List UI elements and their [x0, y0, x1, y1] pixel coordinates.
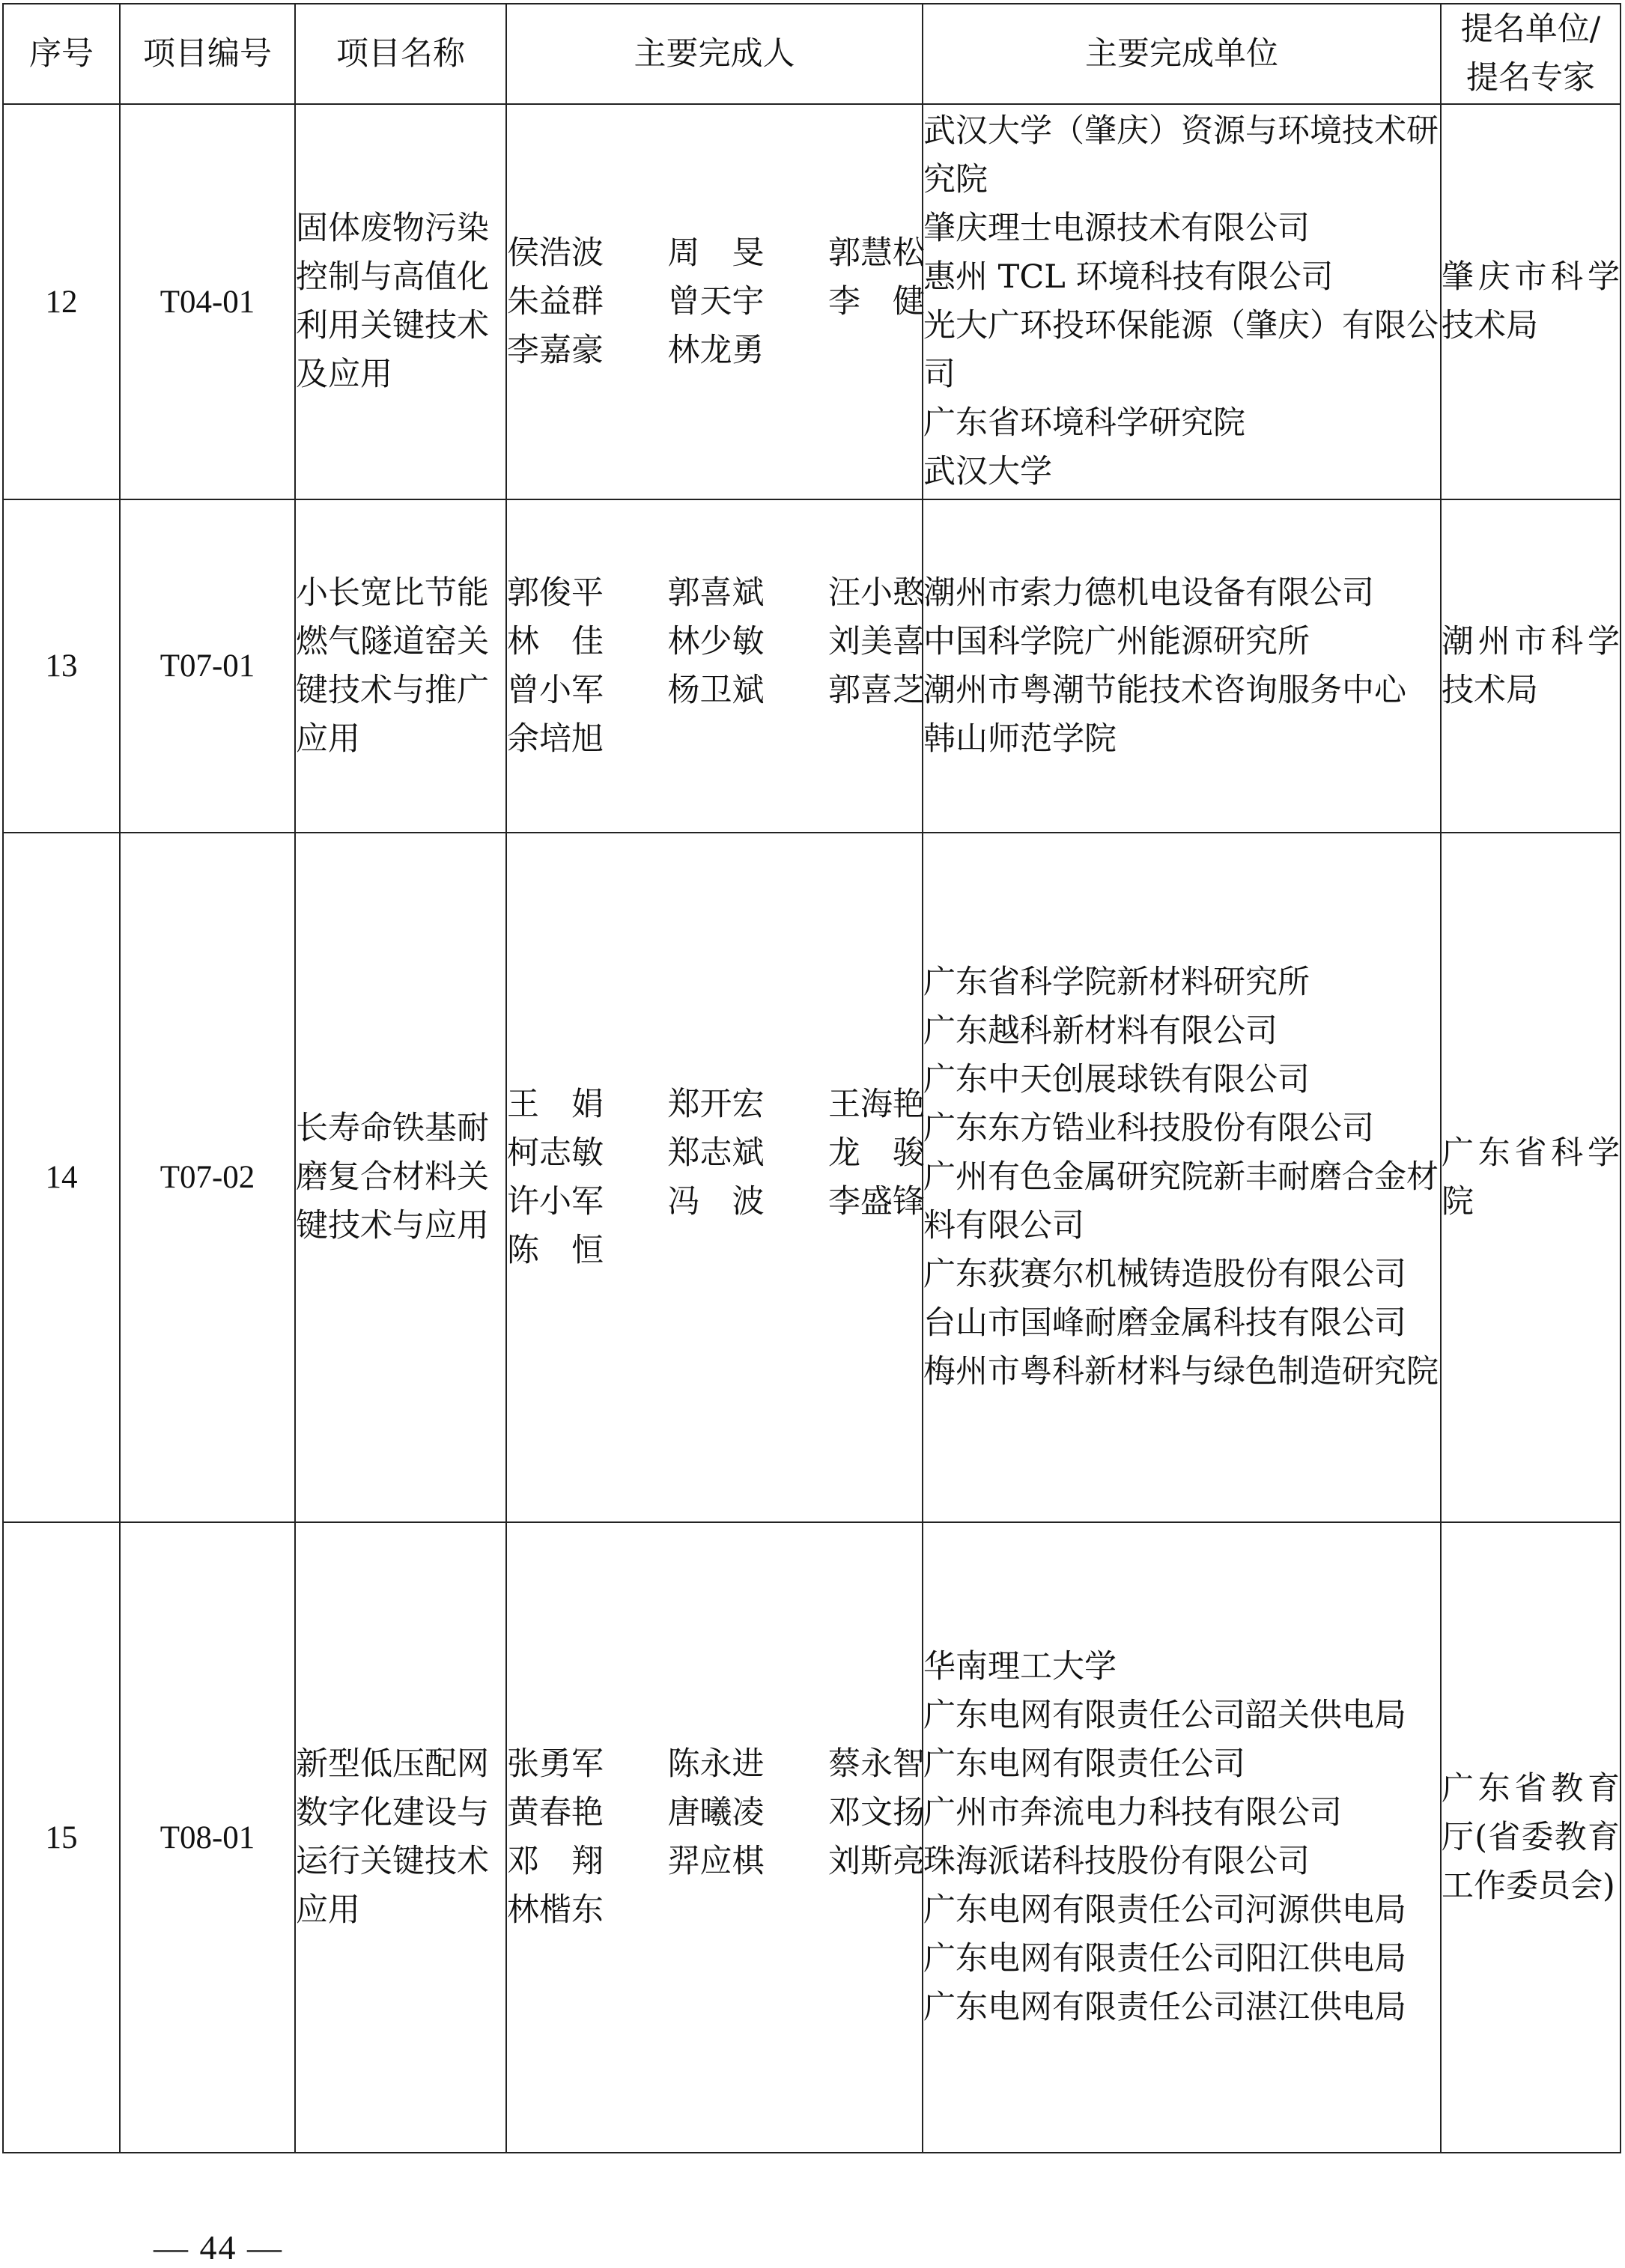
- person-name: 余培旭: [507, 720, 604, 758]
- people-line: [507, 1789, 925, 1837]
- person-name: [828, 1226, 922, 1275]
- row-nominator: 潮州市科学技术局: [1441, 499, 1621, 833]
- header-nominator-line2: 提名专家: [1466, 59, 1595, 97]
- person-name: 林 佳: [507, 622, 604, 660]
- people-line: [507, 1886, 922, 1935]
- person-name: 刘斯亮: [828, 1843, 925, 1880]
- people-line: [507, 715, 922, 764]
- person-name: 朱益群: [507, 282, 604, 320]
- person-name: 王 娟: [507, 1085, 604, 1123]
- unit-name: 广东电网有限责任公司: [923, 1745, 1245, 1783]
- unit-name: 肇庆理士电源技术有限公司: [923, 210, 1310, 247]
- person-name: 刘美喜: [828, 622, 925, 660]
- unit-name: 惠州 TCL 环境科技有限公司: [923, 258, 1334, 296]
- person-name: [828, 326, 922, 375]
- row-nominator: 广东省教育厅(省委教育工作委员会): [1441, 1522, 1621, 2153]
- person-name: 李盛锋: [828, 1182, 925, 1220]
- person-name: [668, 1226, 762, 1275]
- unit-name: 华南理工大学: [923, 1648, 1117, 1685]
- person-name: 羿应棋: [667, 1843, 765, 1880]
- row-index: 13: [3, 499, 120, 833]
- person-name: 李 健: [828, 282, 925, 320]
- person-name: 邓文扬: [828, 1794, 925, 1831]
- unit-name: 武汉大学（肇庆）资源与环境技术研究院: [923, 112, 1439, 198]
- unit-name: 广东省环境科学研究院: [923, 404, 1245, 442]
- header-nominator-line1: 提名单位/: [1460, 10, 1601, 48]
- person-name: 张勇军: [507, 1745, 604, 1783]
- row-people: [506, 499, 923, 833]
- people-line: [507, 666, 925, 715]
- unit-name: 潮州市粤潮节能技术咨询服务中心: [923, 671, 1406, 709]
- row-index: 12: [3, 104, 120, 499]
- people-line: [507, 569, 925, 618]
- people-line: [507, 1740, 925, 1789]
- row-units: [923, 499, 1441, 833]
- person-name: 郭喜芝: [828, 671, 925, 709]
- person-name: 林楷东: [507, 1891, 604, 1929]
- person-name: 黄春艳: [507, 1794, 604, 1831]
- unit-name: 武汉大学: [923, 453, 1052, 490]
- unit-name: 潮州市索力德机电设备有限公司: [923, 574, 1374, 612]
- person-name: 林龙勇: [667, 331, 765, 369]
- unit-name: 广东电网有限责任公司湛江供电局: [923, 1989, 1406, 2026]
- project-name-text: 小长宽比节能燃气隧道窑关键技术与推广应用: [296, 574, 489, 758]
- table-row: [3, 1522, 1621, 2153]
- people-line: [507, 278, 925, 326]
- people-line: [507, 1226, 922, 1275]
- people-line: [507, 1837, 925, 1886]
- person-name: 曾天宇: [667, 282, 765, 320]
- person-name: 柯志敏: [507, 1134, 604, 1172]
- row-code: T04-01: [120, 104, 295, 499]
- unit-name: 广东东方锆业科技股份有限公司: [923, 1110, 1374, 1147]
- row-units: [923, 104, 1441, 499]
- project-name-text: 新型低压配网数字化建设与运行关键技术应用: [296, 1745, 489, 1929]
- row-code: T07-02: [120, 833, 295, 1522]
- person-name: 曾小军: [507, 671, 604, 709]
- header-code: 项目编号: [120, 4, 295, 104]
- row-code: T07-01: [120, 499, 295, 833]
- table-header-row: [3, 4, 1621, 104]
- people-line: [507, 1178, 925, 1226]
- row-units: [923, 833, 1441, 1522]
- row-project-name: [295, 499, 506, 833]
- row-people: [506, 1522, 923, 2153]
- person-name: 陈 恒: [507, 1231, 604, 1269]
- person-name: 李嘉豪: [507, 331, 604, 369]
- row-people: [506, 833, 923, 1522]
- unit-name: 广东电网有限责任公司河源供电局: [923, 1891, 1406, 1929]
- table-row: [3, 833, 1621, 1522]
- unit-name: 广州有色金属研究院新丰耐磨合金材料有限公司: [923, 1158, 1439, 1244]
- person-name: 郭俊平: [507, 574, 604, 612]
- person-name: 王海艳: [828, 1085, 925, 1123]
- person-name: 杨卫斌: [667, 671, 765, 709]
- unit-name: 光大广环投环保能源（肇庆）有限公司: [923, 307, 1439, 393]
- unit-name: 中国科学院广州能源研究所: [923, 622, 1310, 660]
- unit-name: 广东中天创展球铁有限公司: [923, 1061, 1310, 1098]
- table-row: [3, 104, 1621, 499]
- person-name: 陈永进: [667, 1745, 765, 1783]
- page-number: — 44 —: [154, 2228, 283, 2267]
- row-code: T08-01: [120, 1522, 295, 2153]
- person-name: 郭慧松: [828, 234, 925, 272]
- person-name: 郑志斌: [667, 1134, 765, 1172]
- row-index: 15: [3, 1522, 120, 2153]
- unit-name: 广东荻赛尔机械铸造股份有限公司: [923, 1256, 1406, 1293]
- person-name: 许小军: [507, 1182, 604, 1220]
- table-row: [3, 499, 1621, 833]
- people-line: [507, 1080, 925, 1129]
- person-name: 周 旻: [667, 234, 765, 272]
- project-name-text: 固体废物污染控制与高值化利用关键技术及应用: [296, 210, 489, 393]
- header-units: 主要完成单位: [923, 4, 1441, 104]
- unit-name: 广东电网有限责任公司韶关供电局: [923, 1697, 1406, 1734]
- person-name: 汪小憨: [828, 574, 925, 612]
- person-name: 郭喜斌: [667, 574, 765, 612]
- person-name: 唐曦凌: [667, 1794, 765, 1831]
- header-nominator: [1441, 4, 1621, 104]
- unit-name: 珠海派诺科技股份有限公司: [923, 1843, 1310, 1880]
- unit-name: 台山市国峰耐磨金属科技有限公司: [923, 1304, 1406, 1342]
- person-name: 龙 骏: [828, 1134, 925, 1172]
- person-name: [828, 715, 922, 764]
- people-line: [507, 229, 925, 278]
- person-name: [668, 715, 762, 764]
- row-units: [923, 1522, 1441, 2153]
- unit-name: 韩山师范学院: [923, 720, 1117, 758]
- person-name: [668, 1886, 762, 1935]
- unit-name: 广东省科学院新材料研究所: [923, 964, 1310, 1001]
- person-name: 冯 波: [667, 1182, 765, 1220]
- person-name: 郑开宏: [667, 1085, 765, 1123]
- person-name: 邓 翔: [507, 1843, 604, 1880]
- people-line: [507, 618, 925, 666]
- header-name: 项目名称: [295, 4, 506, 104]
- row-index: 14: [3, 833, 120, 1522]
- unit-name: 广东越科新材料有限公司: [923, 1012, 1278, 1050]
- unit-name: 广州市奔流电力科技有限公司: [923, 1794, 1342, 1831]
- project-name-text: 长寿命铁基耐磨复合材料关键技术与应用: [296, 1110, 489, 1244]
- person-name: 林少敏: [667, 622, 765, 660]
- row-project-name: [295, 833, 506, 1522]
- row-project-name: [295, 1522, 506, 2153]
- people-line: [507, 326, 922, 375]
- header-people: 主要完成人: [506, 4, 923, 104]
- unit-name: 梅州市粤科新材料与绿色制造研究院: [923, 1353, 1439, 1390]
- row-people: [506, 104, 923, 499]
- row-nominator: 广东省科学院: [1441, 833, 1621, 1522]
- row-nominator: 肇庆市科学技术局: [1441, 104, 1621, 499]
- people-line: [507, 1129, 925, 1178]
- person-name: [828, 1886, 922, 1935]
- header-index: 序号: [3, 4, 120, 104]
- awards-table: [2, 3, 1621, 2153]
- row-project-name: [295, 104, 506, 499]
- person-name: 蔡永智: [828, 1745, 925, 1783]
- unit-name: 广东电网有限责任公司阳江供电局: [923, 1940, 1406, 1977]
- person-name: 侯浩波: [507, 234, 604, 272]
